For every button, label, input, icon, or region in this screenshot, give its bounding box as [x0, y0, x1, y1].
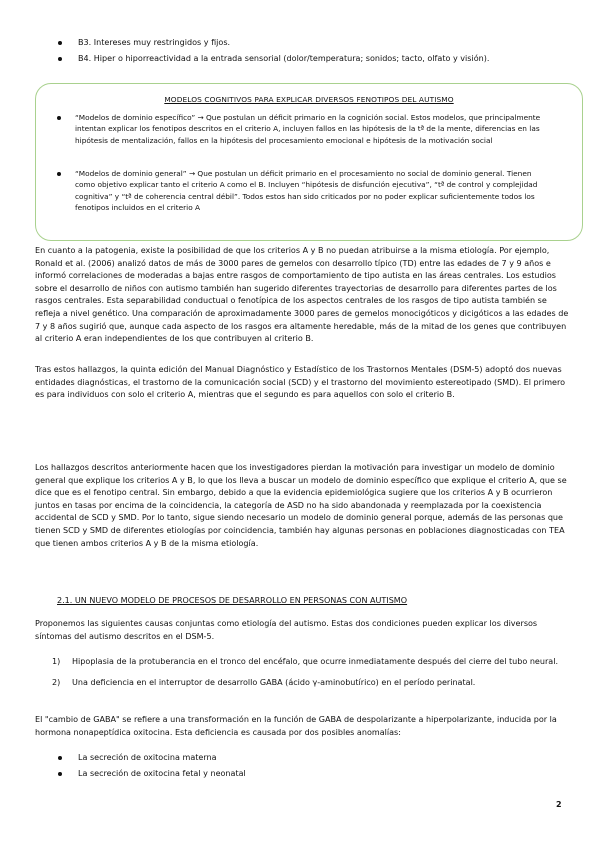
bullet-icon: [58, 756, 62, 760]
criteria-list: [58, 37, 558, 69]
box-list-item: [75, 112, 553, 146]
numbered-item-text: Hipoplasia de la protuberancia en el tronco del encéfalo, que ocurre inmediatamente después del cierre del tubo neural.: [72, 657, 559, 666]
page-number: 2: [556, 800, 562, 809]
list-item: [58, 752, 458, 768]
list-item: [58, 768, 458, 784]
paragraph-pathogenesis: En cuanto a la patogenia, existe la posibilidad de que los criterios A y B no puedan atribuirse a la misma etiología. Por ejemplo, Ronald et al. (2006) analizó datos de más de 3000 pares de gemelos con desarrollo típico (TD) entre las edades de 7 y 9 años e informó correlaciones de moderadas a bajas entre rasgos de comportamiento de tipo autista en las áreas centrales. Los estudios sobre el desarrollo de niños con autismo también han sugerido diferentes trayectorias de desarrollo para diferentes partes de los rasgos centrales. Esta separabilidad conductual o fenotípica de los aspectos centrales de los rasgos de tipo autista también se refleja a nivel genético. Una comparación de aproximadamente 3000 pares de gemelos monocigóticos y dicigóticos a las edades de 7 y 8 años sugirió que, aunque cada aspecto de los rasgos era altamente heredable, más de la mitad de los genes que contribuyen al criterio A eran independientes de los que contribuyen al criterio B.: [35, 246, 569, 344]
bullet-icon: [58, 57, 62, 61]
section-heading: 2.1. UN NUEVO MODELO DE PROCESOS DE DESARROLLO EN PERSONAS CON AUTISMO: [57, 596, 408, 605]
bullet-icon: [57, 116, 61, 120]
list-item-text: La secreción de oxitocina fetal y neonatal: [78, 769, 246, 778]
paragraph-causes: Proponemos las siguientes causas conjuntas como etiología del autismo. Estas dos condiciones pueden explicar los diversos síntomas del autismo descritos en el DSM-5.: [35, 619, 538, 641]
bullet-icon: [58, 772, 62, 776]
paragraph-findings: Los hallazgos descritos anteriormente hacen que los investigadores pierdan la motivación para investigar un modelo de dominio general que explique los criterios A y B, lo que los lleva a buscar un modelo de dominio específico que explique el criterio A, que se dice que es el fenotipo central. Sin embargo, debido a que la evidencia epidemiológica sugiere que los criterios A y B ocurrieron juntos en tasas por encima de la coincidencia, la categoría de ASD no ha sido abandonada y reemplazada por la coexistencia accidental de SCD y SMD. Por lo tanto, sigue siendo necesario un modelo de dominio general porque, además de las personas que tienen SCD y SMD de diferentes etiologías por coincidencia, también hay algunas personas en poblaciones diagnosticadas con TEA que tienen ambos criterios A y B de la misma etiología.: [35, 463, 567, 548]
list-item-text: B4. Hiper o hiporreactividad a la entrada sensorial (dolor/temperatura; sonidos; tacto, olfato y visión).: [78, 54, 490, 63]
list-item-text: La secreción de oxitocina materna: [78, 753, 217, 762]
box-title: MODELOS COGNITIVOS PARA EXPLICAR DIVERSOS FENOTIPOS DEL AUTISMO: [164, 95, 454, 104]
box-list-item: [75, 168, 553, 213]
box-list-item-text: “Modelos de dominio específico” → Que postulan un déficit primario en la cognición social. Estos modelos, que principalmente intentan explicar los fenotipos descritos en el criterio A, incluyen fallos en las hipótesis de la tª de la mente, diferencias en las hipótesis de mentalización, fallos en la hipótesis del procesamiento emocional e hipótesis de la motivación social: [75, 113, 541, 145]
list-item: [58, 37, 558, 53]
oxytocin-list: [58, 752, 458, 784]
bullet-icon: [58, 41, 62, 45]
bullet-icon: [57, 172, 61, 176]
numbered-item: [52, 677, 567, 690]
numbered-item-text: Una deficiencia en el interruptor de desarrollo GABA (ácido γ-aminobutírico) en el período perinatal.: [72, 677, 476, 687]
list-item: [58, 53, 558, 69]
list-item-text: B3. Intereses muy restringidos y fijos.: [78, 38, 231, 47]
paragraph-dsm5: Tras estos hallazgos, la quinta edición del Manual Diagnóstico y Estadístico de los Trastornos Mentales (DSM-5) adoptó dos nuevas entidades diagnósticas, el trastorno de la comunicación social (SCD) y el trastorno del movimiento estereotipado (SMD). El primero es para individuos con solo el criterio A, mientras que el segundo es para aquellos con solo el criterio B.: [35, 365, 566, 400]
cognitive-models-box: [35, 83, 583, 241]
box-list-item-text: “Modelos de dominio general” → Que postulan un déficit primario en el procesamiento no social de dominio general. Tienen como objetivo explicar tanto el criterio A como el B. Incluyen “hipótesis de disfunción ejecutiva”, “tª de control y complejidad cognitiva” y “tª de coherencia central débil”. Todos estos han sido criticados por no poder explicar suficientemente todos los fenotipos incluidos en el criterio A: [75, 169, 538, 212]
paragraph-gaba: El "cambio de GABA" se refiere a una transformación en la función de GABA de despolarizante a hiperpolarizante, inducida por la hormona nonapeptídica oxitocina. Esta deficiencia es causada por dos posibles anomalías:: [35, 715, 557, 737]
numbered-item-label: 2): [52, 677, 61, 687]
numbered-list: [52, 656, 567, 697]
numbered-item-label: 1): [52, 657, 61, 666]
numbered-item: [52, 656, 567, 669]
